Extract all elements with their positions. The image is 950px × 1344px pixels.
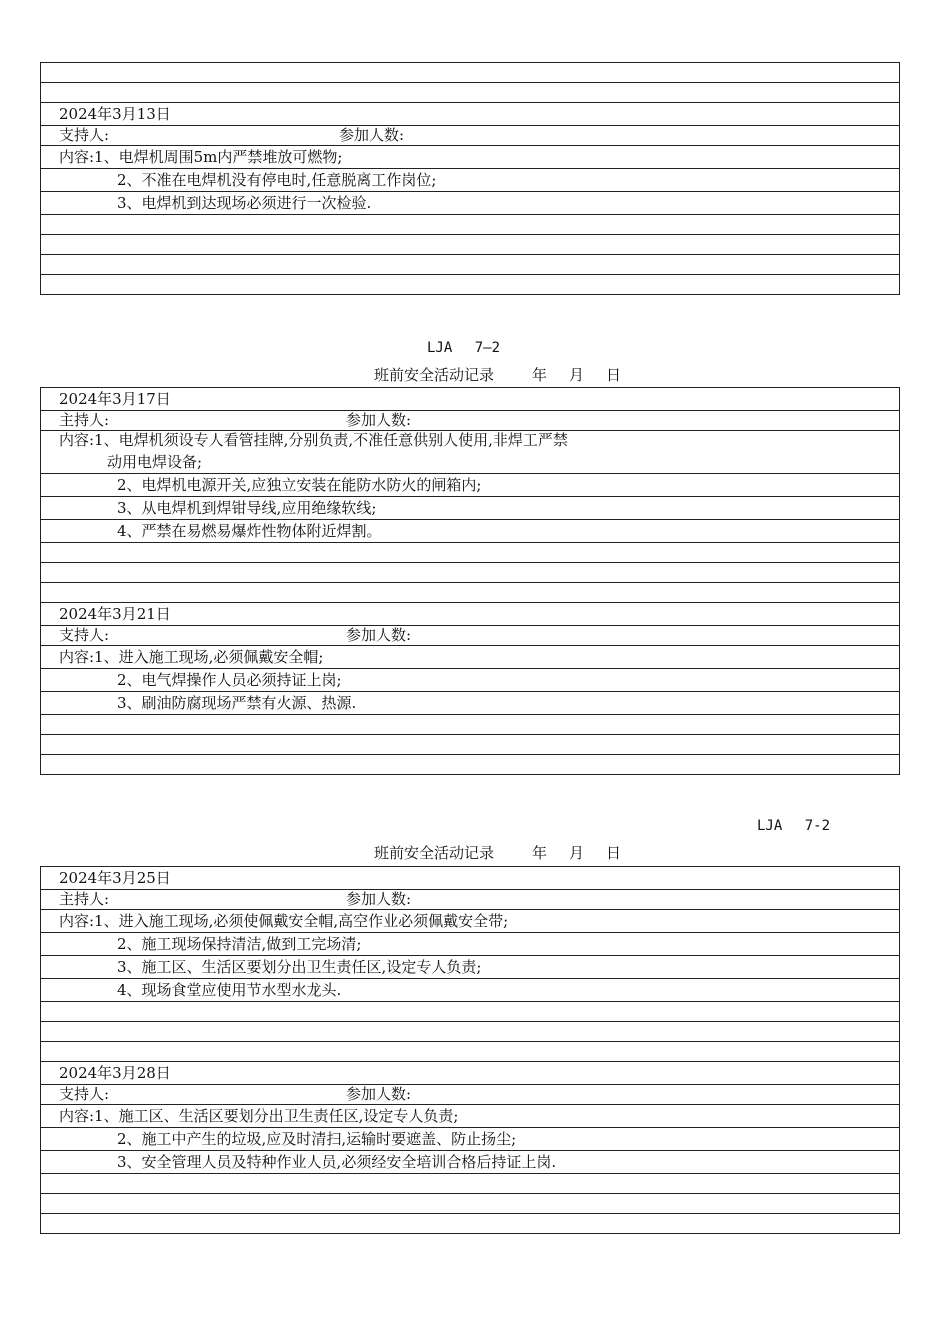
form-code: LJA 7-2 <box>757 818 831 834</box>
host-attendee-row <box>41 626 899 646</box>
attendee-count-label: 参加人数: <box>346 1085 412 1103</box>
record-date: 2024年3月21日 <box>41 603 899 626</box>
host-label: 主持人: <box>59 890 110 908</box>
form-title: 班前安全活动记录 <box>374 366 495 384</box>
blank-row <box>41 1214 899 1234</box>
record-date: 2024年3月25日 <box>41 867 899 890</box>
record-table-1 <box>40 62 900 295</box>
blank-row <box>41 735 899 755</box>
content-line: 内容:1、进入施工现场,必须使佩戴安全帽,高空作业必须佩戴安全带; <box>41 910 899 933</box>
content-line: 2、电焊机电源开关,应独立安装在能防水防火的闸箱内; <box>41 474 899 497</box>
content-line: 3、安全管理人员及特种作业人员,必须经安全培训合格后持证上岗. <box>41 1151 899 1174</box>
record-date: 2024年3月13日 <box>41 103 899 126</box>
record-table-2 <box>40 387 900 775</box>
blank-row <box>41 83 899 103</box>
form-title: 班前安全活动记录 <box>374 844 495 862</box>
blank-row <box>41 235 899 255</box>
blank-row <box>41 715 899 735</box>
host-label: 主持人: <box>59 411 110 429</box>
content-line: 4、现场食堂应使用节水型水龙头. <box>41 979 899 1002</box>
blank-row <box>41 563 899 583</box>
content-line: 3、电焊机到达现场必须进行一次检验. <box>41 192 899 215</box>
record-date: 2024年3月28日 <box>41 1062 899 1085</box>
blank-row <box>41 1022 899 1042</box>
year-label: 年 <box>532 366 548 384</box>
blank-row <box>41 1002 899 1022</box>
content-line: 3、刷油防腐现场严禁有火源、热源. <box>41 692 899 715</box>
blank-row <box>41 1194 899 1214</box>
content-line: 2、电气焊操作人员必须持证上岗; <box>41 669 899 692</box>
content-line: 2、施工中产生的垃圾,应及时清扫,运输时要遮盖、防止扬尘; <box>41 1128 899 1151</box>
content-line: 4、严禁在易燃易爆炸性物体附近焊割。 <box>41 520 899 543</box>
day-label: 日 <box>606 844 622 862</box>
blank-row <box>41 215 899 235</box>
host-attendee-row <box>41 1085 899 1105</box>
host-attendee-row <box>41 411 899 431</box>
attendee-count-label: 参加人数: <box>346 411 412 429</box>
form-code: LJA 7—2 <box>427 340 501 356</box>
year-label: 年 <box>532 844 548 862</box>
host-label: 支持人: <box>59 1085 110 1103</box>
attendee-count-label: 参加人数: <box>346 626 412 644</box>
content-line: 动用电焊设备; <box>41 451 899 474</box>
content-line: 内容:1、施工区、生活区要划分出卫生责任区,设定专人负责; <box>41 1105 899 1128</box>
month-label: 月 <box>569 844 585 862</box>
record-date: 2024年3月17日 <box>41 388 899 411</box>
content-line: 内容:1、电焊机周围5m内严禁堆放可燃物; <box>41 146 899 169</box>
month-label: 月 <box>569 366 585 384</box>
content-line: 3、从电焊机到焊钳导线,应用绝缘软线; <box>41 497 899 520</box>
content-line: 内容:1、电焊机须设专人看管挂牌,分别负责,不准任意供别人使用,非焊工严禁 <box>59 431 568 449</box>
blank-row <box>41 755 899 775</box>
form-title-line <box>374 842 621 863</box>
blank-row <box>41 1174 899 1194</box>
record-table-3 <box>40 866 900 1234</box>
blank-row <box>41 63 899 83</box>
attendee-count-label: 参加人数: <box>346 890 412 908</box>
content-line: 3、施工区、生活区要划分出卫生责任区,设定专人负责; <box>41 956 899 979</box>
host-attendee-row <box>41 890 899 910</box>
content-line: 2、不准在电焊机没有停电时,任意脱离工作岗位; <box>41 169 899 192</box>
host-label: 支持人: <box>59 126 110 144</box>
host-label: 支持人: <box>59 626 110 644</box>
blank-row <box>41 583 899 603</box>
day-label: 日 <box>606 366 622 384</box>
content-line: 内容:1、进入施工现场,必须佩戴安全帽; <box>41 646 899 669</box>
blank-row <box>41 275 899 295</box>
blank-row <box>41 543 899 563</box>
blank-row <box>41 255 899 275</box>
content-line: 2、施工现场保持清洁,做到工完场清; <box>41 933 899 956</box>
attendee-count-label: 参加人数: <box>339 126 405 144</box>
form-title-line <box>374 364 621 385</box>
blank-row <box>41 1042 899 1062</box>
host-attendee-row <box>41 126 899 146</box>
